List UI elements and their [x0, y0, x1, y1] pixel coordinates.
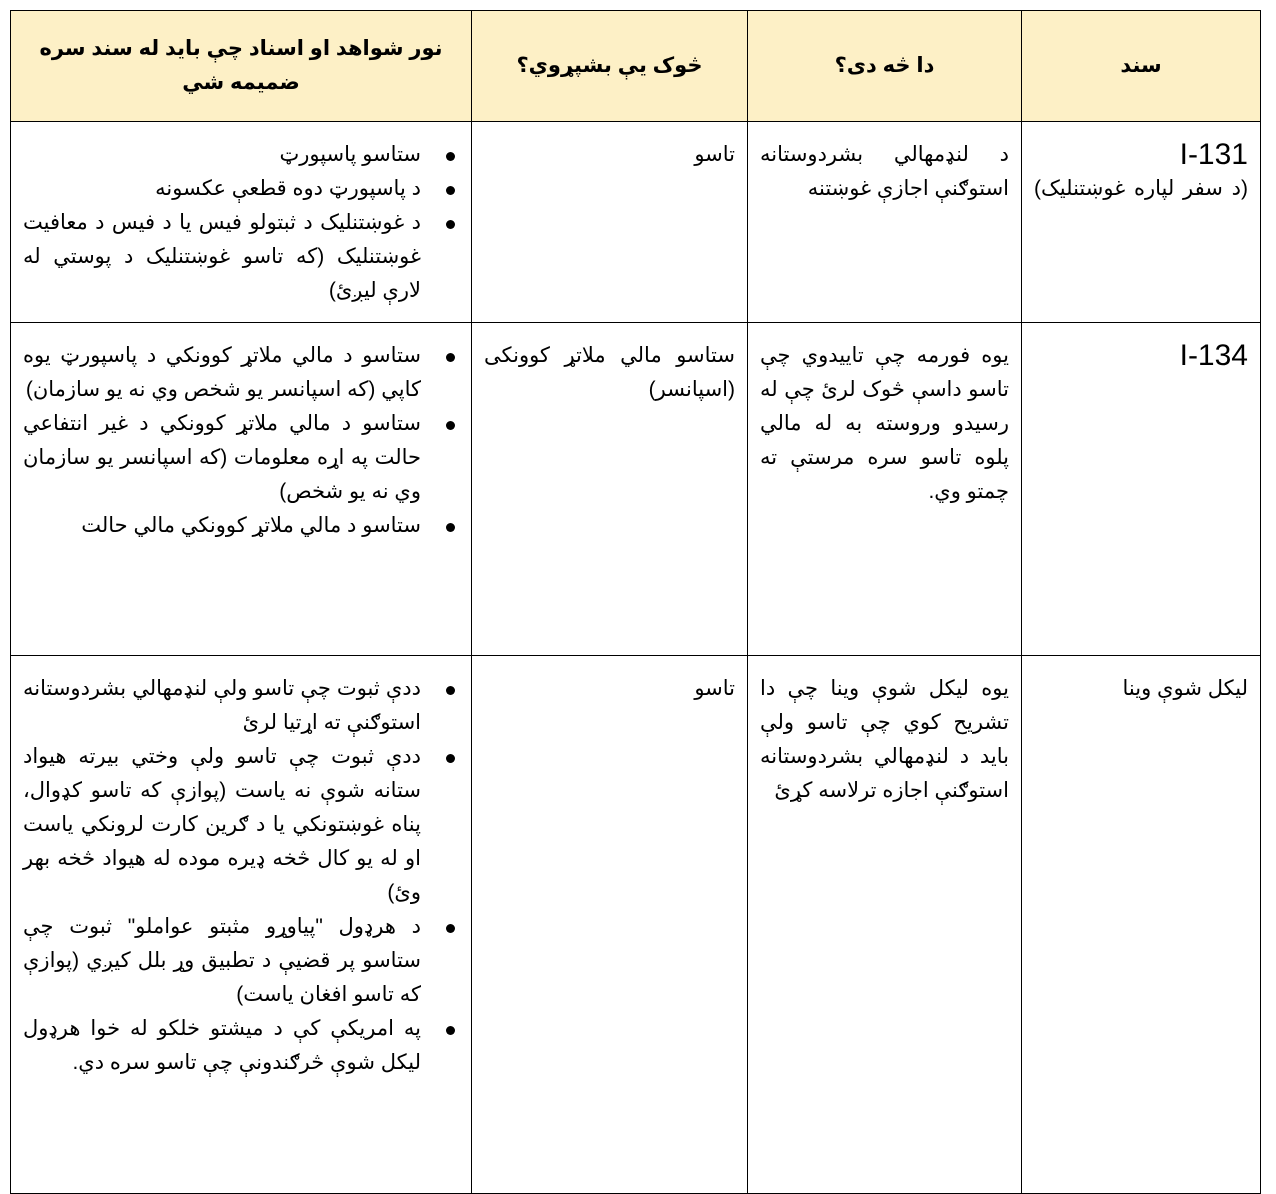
document-code: I-134 [1179, 339, 1248, 372]
list-item: ستاسو د مالي ملاتړ کوونکي د غیر انتفاعي حالت په اړه معلومات (که اسپانسر یو سازمان وي نه یو شخص) [23, 407, 433, 509]
header-who-completes: څوک یې بشپړوي؟ [472, 11, 748, 122]
list-item: د غوښتنلیک د ثبتولو فیس یا د فیس د معافیت غوښتنلیک (که تاسو غوښتنلیک د پوستي له لارې لیږئ) [23, 206, 433, 308]
table-row [11, 122, 1261, 323]
table-header-row [11, 11, 1261, 122]
list-item: په امریکې کې د میشتو خلکو له خوا هرډول لیکل شوې څرګندونې چې تاسو سره دي. [23, 1012, 433, 1080]
cell-who-completes: ستاسو مالي ملاتړ کوونکی (اسپانسر) [472, 323, 748, 656]
list-item: ستاسو پاسپورټ [23, 138, 433, 172]
document-code: I-131 [1179, 138, 1248, 171]
list-item: ستاسو د مالي ملاتړ کوونکي د پاسپورټ یوه کاپي (که اسپانسر یو شخص وي نه یو سازمان) [23, 339, 433, 407]
documents-table [10, 10, 1261, 1194]
table-row [11, 656, 1261, 1194]
cell-evidence [11, 656, 472, 1194]
cell-who-completes: تاسو [472, 122, 748, 323]
cell-document [1022, 122, 1261, 323]
evidence-list [23, 339, 459, 543]
evidence-list [23, 138, 459, 308]
list-item: د هرډول "پیاوړو مثبتو عواملو" ثبوت چې ستاسو پر قضیې د تطبیق وړ بلل کیږي (پوازې که تاسو افغان یاست) [23, 910, 433, 1012]
cell-what-is-it: یوه لیکل شوې وینا چې دا تشریح کوي چې تاسو ولې باید د لنډمهالي بشردوستانه استوګنې اجازه ترلاسه کړئ [748, 656, 1022, 1194]
cell-evidence [11, 323, 472, 656]
cell-document [1022, 323, 1261, 656]
cell-document [1022, 656, 1261, 1194]
cell-what-is-it: یوه فورمه چې تاییدوي چې تاسو داسې څوک لرئ چې له رسیدو وروسته به له مالي پلوه تاسو سره مرستې ته چمتو وي. [748, 323, 1022, 656]
document-code: لیکل شوې وینا [1122, 677, 1248, 700]
table-row [11, 323, 1261, 656]
header-evidence: نور شواهد او اسناد چې باید له سند سره ضمیمه شي [11, 11, 472, 122]
evidence-list [23, 672, 459, 1080]
cell-what-is-it: د لنډمهالي بشردوستانه استوګنې اجازې غوښتنه [748, 122, 1022, 323]
cell-evidence [11, 122, 472, 323]
header-document: سند [1022, 11, 1261, 122]
list-item: ددې ثبوت چې تاسو ولې وختي بیرته هیواد ستانه شوې نه یاست (پوازې که تاسو کډوال، پناه غوښتونکي یا د ګرین کارت لرونکي یاست او له یو کال څخه ډیره موده له هیواد څخه بهر وئ) [23, 740, 433, 910]
document-note: (د سفر لپاره غوښتنلیک) [1034, 177, 1248, 200]
cell-who-completes: تاسو [472, 656, 748, 1194]
list-item: ستاسو د مالي ملاتړ کوونکي مالي حالت [23, 509, 433, 543]
list-item: ددې ثبوت چې تاسو ولې لنډمهالي بشردوستانه استوګنې ته اړتیا لرئ [23, 672, 433, 740]
header-what-is-it: دا څه دی؟ [748, 11, 1022, 122]
list-item: د پاسپورټ دوه قطعې عکسونه [23, 172, 433, 206]
